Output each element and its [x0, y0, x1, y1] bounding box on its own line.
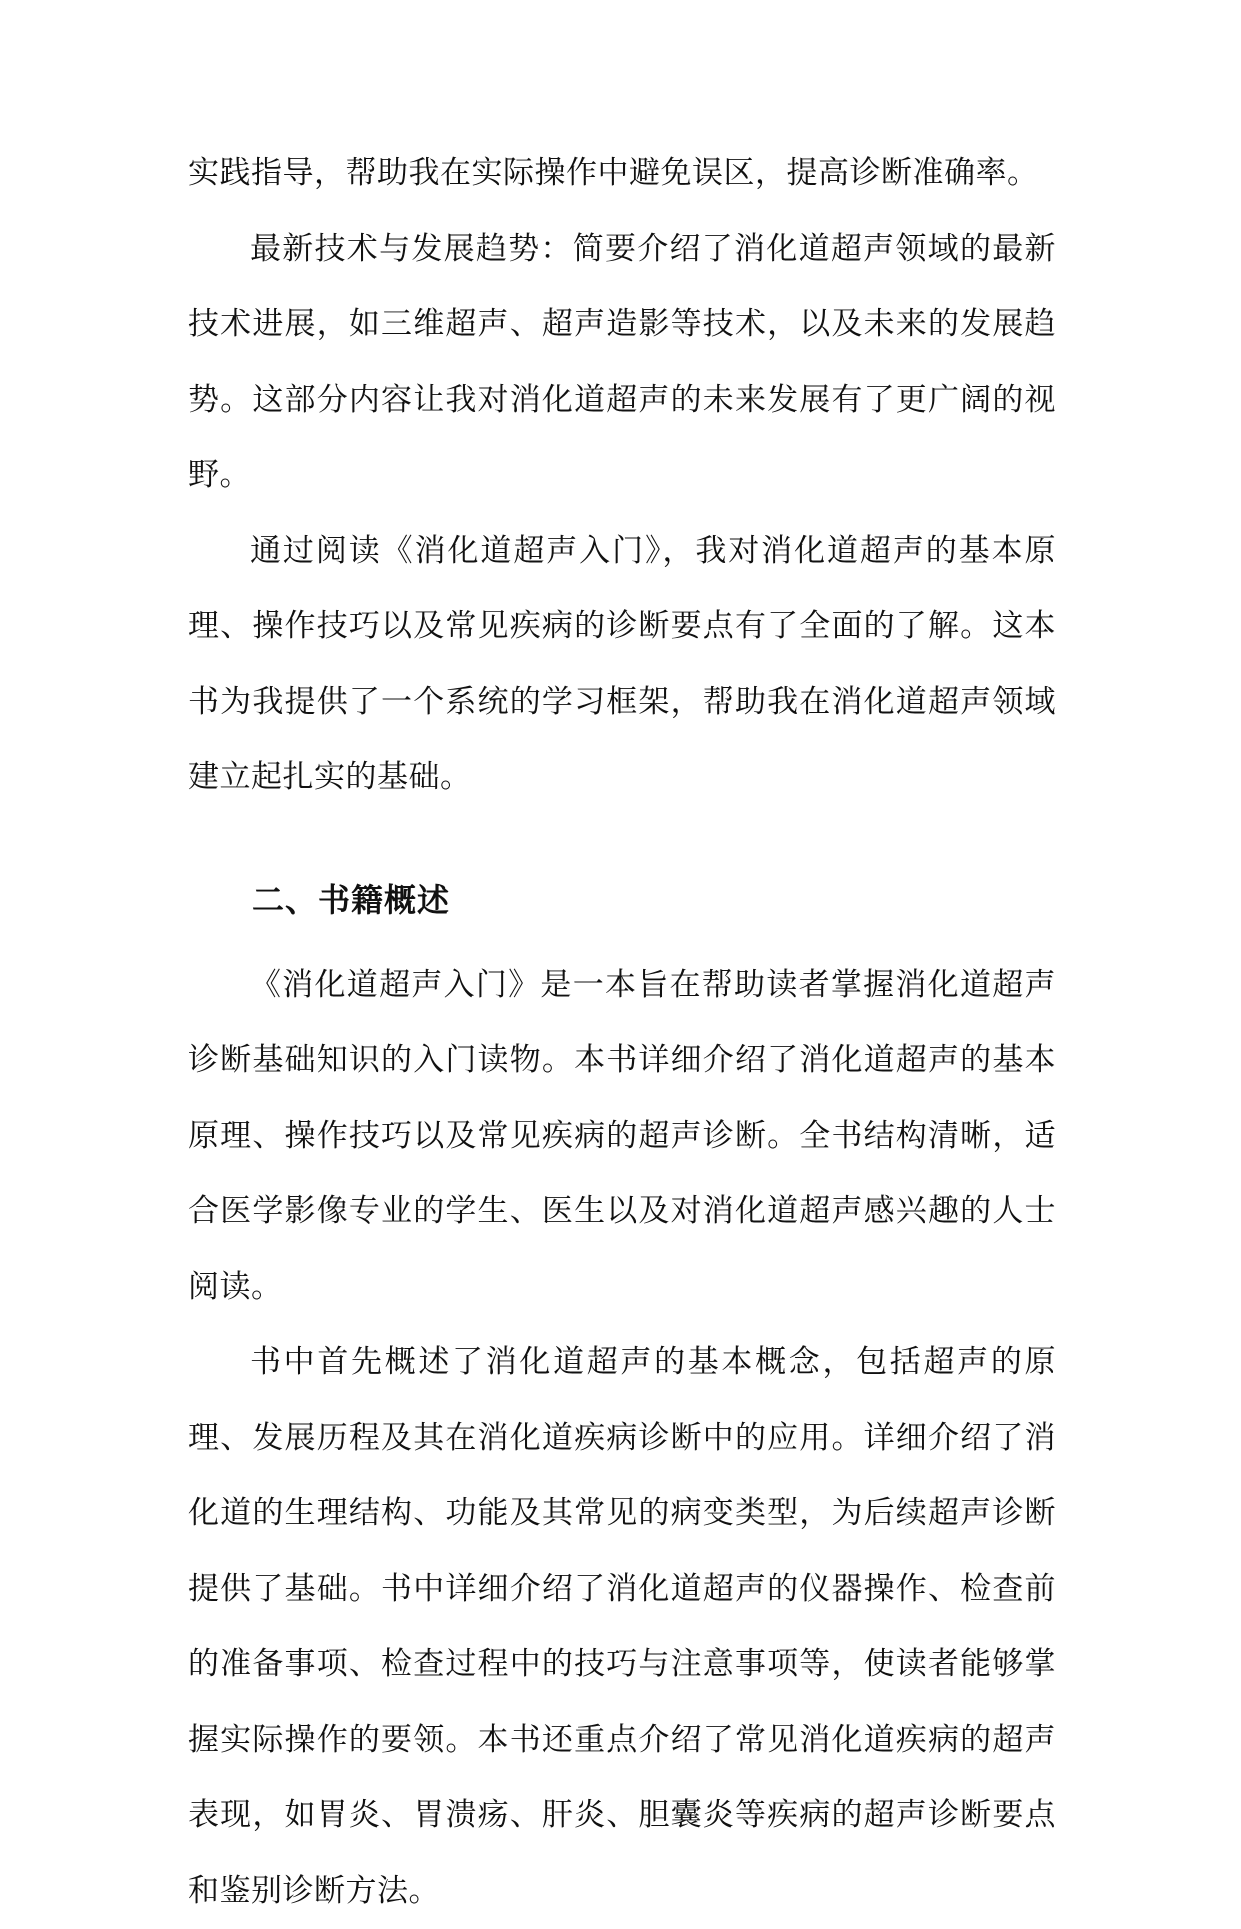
paragraph-reading-summary: 通过阅读《消化道超声入门》，我对消化道超声的基本原理、操作技巧以及常见疾病的诊断要点有了全面的了解。这本书为我提供了一个系统的学习框架，帮助我在消化道超声领域建立起扎实的基础。 — [188, 532, 1056, 795]
paragraph-latest-technology: 最新技术与发展趋势：简要介绍了消化道超声领域的最新技术进展，如三维超声、超声造影等技术，以及未来的发展趋势。这部分内容让我对消化道超声的未来发展有了更广阔的视野。 — [188, 230, 1056, 493]
document-page — [188, 136, 1056, 1929]
paragraph-book-content: 书中首先概述了消化道超声的基本概念，包括超声的原理、发展历程及其在消化道疾病诊断中的应用。详细介绍了消化道的生理结构、功能及其常见的病变类型，为后续超声诊断提供了基础。书中详细介绍了消化道超声的仪器操作、检查前的准备事项、检查过程中的技巧与注意事项等，使读者能够掌握实际操作的要领。本书还重点介绍了常见消化道疾病的超声表现，如胃炎、胃溃疡、肝炎、胆囊炎等疾病的超声诊断要点和鉴别诊断方法。 — [188, 1344, 1056, 1909]
section-heading: 二、书籍概述 — [252, 880, 451, 919]
paragraph-continuation: 实践指导，帮助我在实际操作中避免误区，提高诊断准确率。 — [188, 155, 1039, 191]
paragraph-book-overview: 《消化道超声入门》是一本旨在帮助读者掌握消化道超声诊断基础知识的入门读物。本书详细介绍了消化道超声的基本原理、操作技巧以及常见疾病的超声诊断。全书结构清晰，适合医学影像专业的学生、医生以及对消化道超声感兴趣的人士阅读。 — [188, 966, 1056, 1305]
